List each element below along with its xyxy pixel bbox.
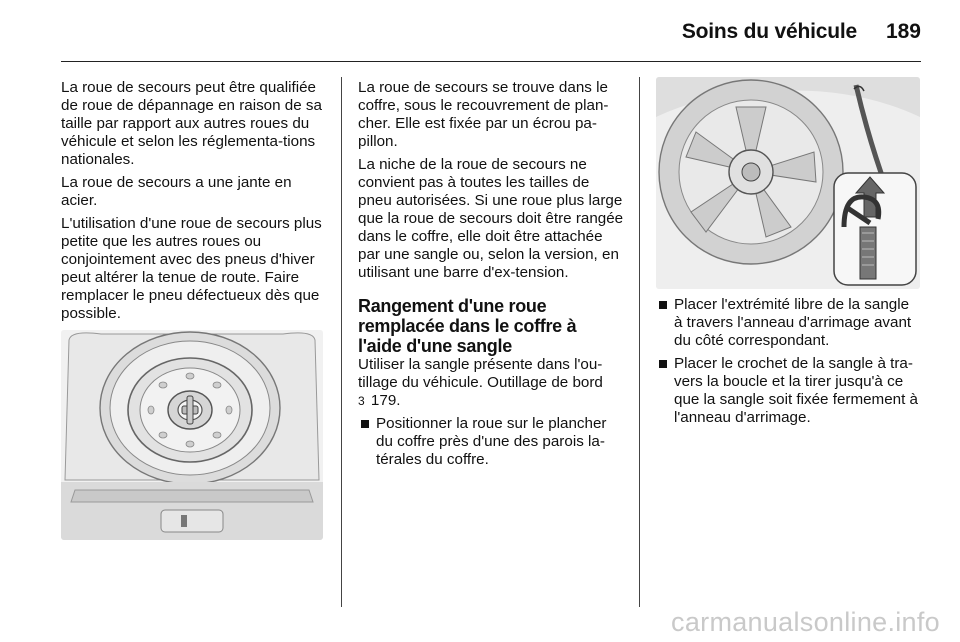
page-reference-link[interactable]: 179. (370, 392, 401, 409)
bullet-square-icon (659, 301, 667, 309)
spare-wheel-illustration (61, 330, 323, 540)
bullet-square-icon (659, 360, 667, 368)
paragraph: La roue de secours peut être qualifiée de roue de dépannage en raison de sa taille par rapport aux autres roues du véhicule et selon les réglementa-tions nationales. (61, 79, 322, 168)
list-item (358, 415, 624, 469)
page-header (0, 0, 960, 62)
paragraph: La roue de secours a une jante en acier. (61, 174, 292, 209)
strap-drawing (656, 77, 920, 289)
column-1 (61, 79, 327, 328)
intro-text: Utiliser la sangle présente dans l'ou-tillage du véhicule. Outillage de bord (358, 356, 603, 391)
column-divider-1 (341, 77, 342, 607)
reference-arrow-icon: 3 (358, 394, 365, 408)
list-item-text: Placer l'extrémité libre de la sangle à travers l'anneau d'arrimage avant du côté correspondant. (674, 296, 912, 349)
paragraph: L'utilisation d'une roue de secours plus petite que les autres roues ou conjointement avec des pneus d'hiver peut altérer la tenue de route. Faire remplacer le pneu défectueux dès que possible. (61, 215, 322, 322)
column-divider-2 (639, 77, 640, 607)
page-title: Soins du véhicule (681, 20, 857, 43)
watermark: carmanualsonline.info (671, 607, 940, 637)
header-divider (61, 61, 921, 62)
column-3 (656, 296, 921, 432)
bullet-square-icon (361, 420, 369, 428)
paragraph: La niche de la roue de secours ne convient pas à toutes les tailles de pneu autorisées. Si une roue plus large que la roue de secours doit être rangée dans le coffre, elle doit être attachée par une sangle ou, selon la version, en utilisant une barre d'ex-tension. (358, 156, 624, 281)
page-number: 189 (885, 20, 921, 43)
list-item-text: Placer le crochet de la sangle à tra-vers la boucle et la tirer jusqu'à ce que la sangle soit fixée fermement à l'anneau d'arrimage. (674, 355, 918, 426)
list-item (656, 296, 921, 350)
column-2 (358, 79, 624, 474)
list-item (656, 355, 921, 427)
spare-wheel-drawing (61, 330, 323, 540)
list-item-text: Positionner la roue sur le plancher du coffre près d'une des parois la-térales du coffre. (376, 415, 607, 468)
paragraph (358, 356, 624, 410)
paragraph: La roue de secours se trouve dans le coffre, sous le recouvrement de plan-cher. Elle est fixée par un écrou pa-pillon. (358, 79, 609, 150)
section-heading: Rangement d'une roue remplacée dans le coffre à l'aide d'une sangle (358, 296, 577, 356)
strap-tying-illustration (656, 77, 920, 289)
